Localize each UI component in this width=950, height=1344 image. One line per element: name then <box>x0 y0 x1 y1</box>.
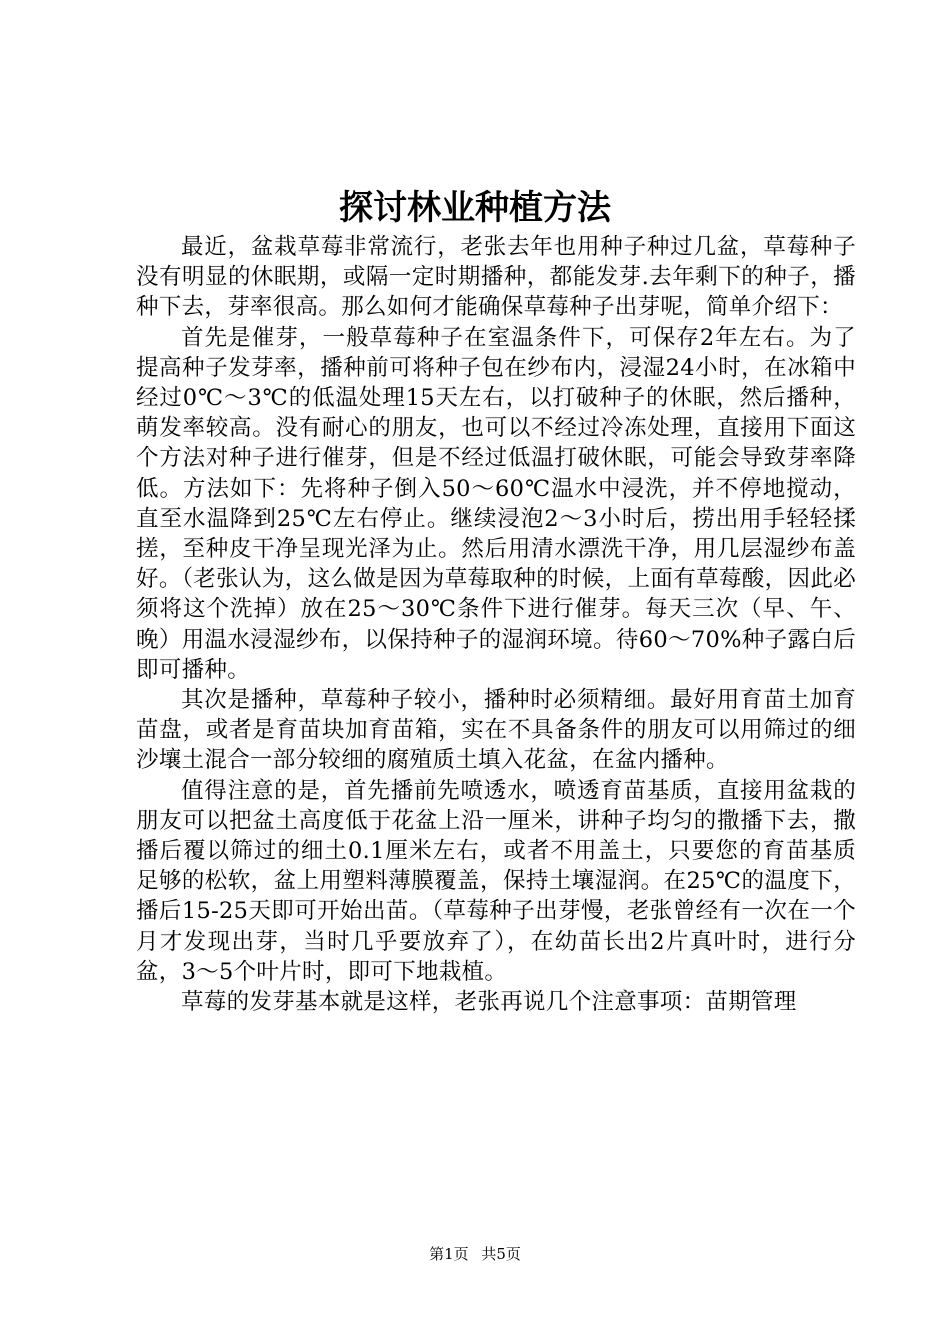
paragraph: 其次是播种，草莓种子较小，播种时必须精细。最好用育苗土加育苗盘，或者是育苗块加育苗箱，实在不具备条件的朋友可以用筛过的细沙壤土混合一部分较细的腐殖质土填入花盆，在盆内播种。 <box>136 687 856 774</box>
paragraph: 首先是催芽，一般草莓种子在室温条件下，可保存2年左右。为了提高种子发芽率，播种前可将种子包在纱布内，浸湿24小时，在冰箱中经过0℃～3℃的低温处理15天左右，以打破种子的休眠，然后播种，萌发率较高。没有耐心的朋友，也可以不经过冷冻处理，直接用下面这个方法对种子进行催芽，但是不经过低温打破休眠，可能会导致芽率降低。方法如下：先将种子倒入50～60℃温水中浸洗，并不停地搅动，直至水温降到25℃左右停止。继续浸泡2～3小时后，捞出用手轻轻揉搓，至种皮干净呈现光泽为止。然后用清水漂洗干净，用几层湿纱布盖好。（老张认为，这么做是因为草莓取种的时候，上面有草莓酸，因此必须将这个洗掉）放在25～30℃条件下进行催芽。每天三次（早、午、晚）用温水浸湿纱布，以保持种子的湿润环境。待60～70%种子露白后即可播种。 <box>136 324 857 683</box>
document-body <box>136 232 856 1017</box>
paragraph: 最近，盆栽草莓非常流行，老张去年也用种子种过几盆，草莓种子没有明显的休眠期，或隔一定时期播种，都能发芽.去年剩下的种子，播种下去，芽率很高。那么如何才能确保草莓种子出芽呢，简单介绍下： <box>136 234 856 321</box>
page-footer <box>0 1244 950 1264</box>
page-number-current: 第1页 <box>429 1245 469 1263</box>
document-title: 探讨林业种植方法 <box>339 188 611 228</box>
page-number-total: 共5页 <box>481 1245 521 1263</box>
paragraph: 草莓的发芽基本就是这样，老张再说几个注意事项：苗期管理 <box>181 989 797 1016</box>
paragraph: 值得注意的是，首先播前先喷透水，喷透育苗基质，直接用盆栽的朋友可以把盆土高度低于花盆上沿一厘米，讲种子均匀的撒播下去，撒播后覆以筛过的细土0.1厘米左右，或者不用盖土，只要您的育苗基质足够的松软，盆上用塑料薄膜覆盖，保持土壤湿润。在25℃的温度下，播后15-25天即可开始出苗。（草莓种子出芽慢，老张曾经有一次在一个月才发现出芽，当时几乎要放弃了），在幼苗长出2片真叶时，进行分盆，3～5个叶片时，即可下地栽植。 <box>136 777 856 985</box>
